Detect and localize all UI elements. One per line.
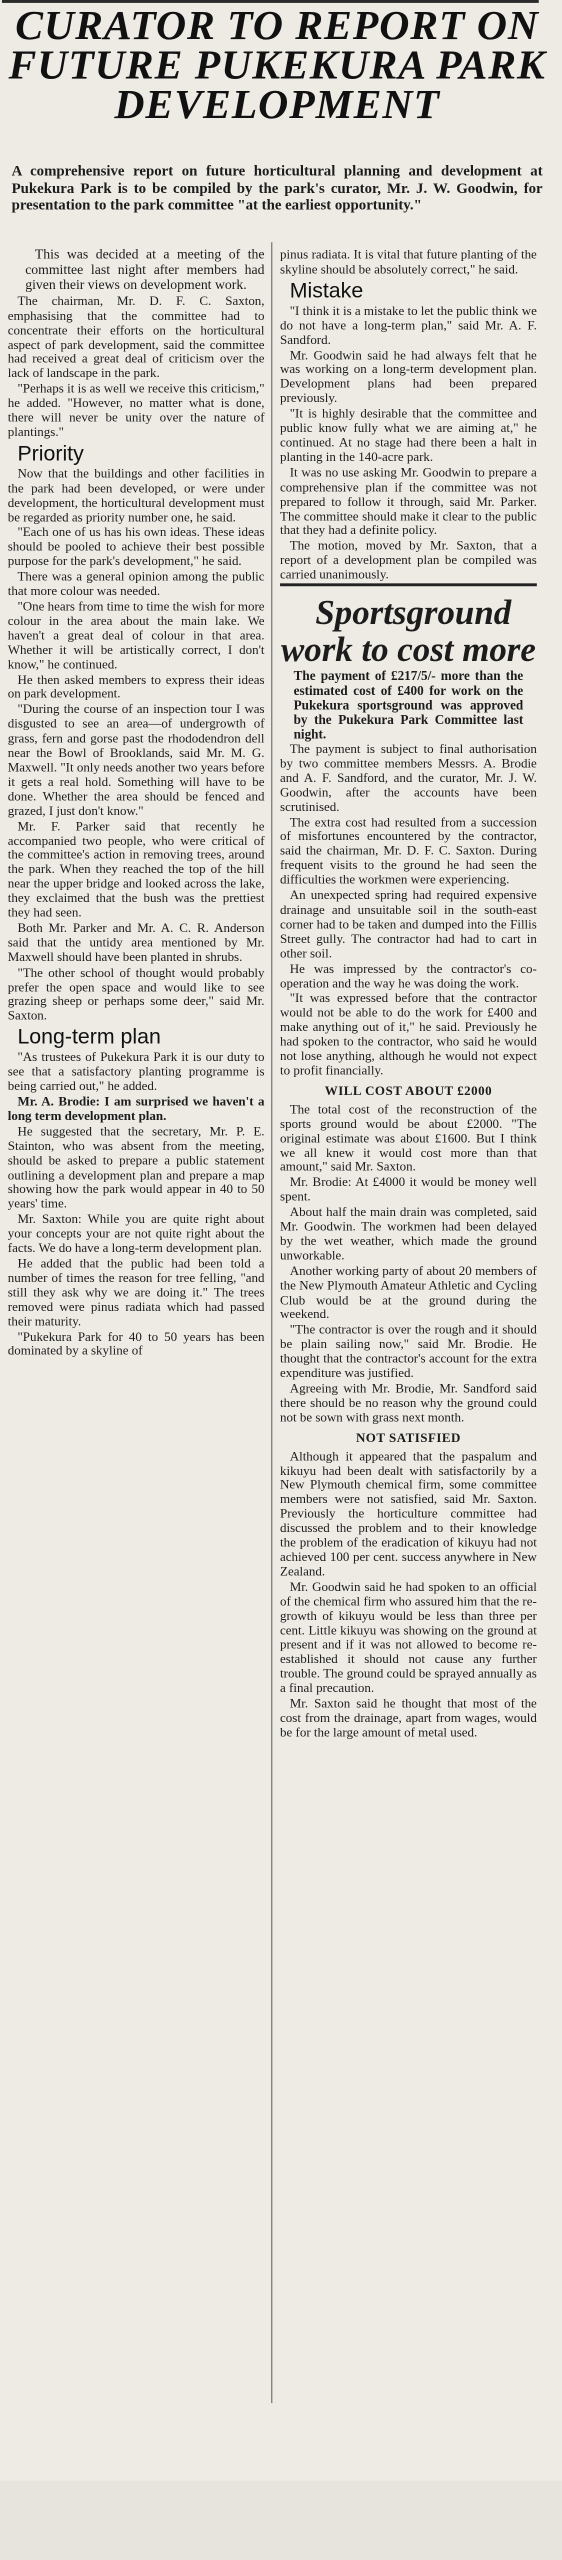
paragraph: Mr. Goodwin said he had spoken to an official of the chemical firm who assured him that the re-growth of kikuyu would be less than three per cent. Little kikuyu was showing on the ground at present and if it was not allowed to become re-established it should not cause any further trouble. The ground could be sprayed annually as a final precaution. [280,1579,537,1695]
sportsground-headline: Sportsground work to cost more [280,583,537,667]
paragraph: "I think it is a mistake to let the public think we do not have a long-term plan," said Mr. A. F. Sandford. [280,303,537,347]
paragraph: "The contractor is over the rough and it should be plain sailing now," said Mr. Brodie. He thought that the contractor's account for the extra expenditure was justified. [280,1322,537,1380]
paragraph: The extra cost had resulted from a succession of misfortunes encountered by the contractor, said the chairman, Mr. D. F. C. Saxton. During frequent visits to the ground he had seen the difficulties the workmen were experiencing. [280,814,537,887]
paragraph: He added that the public had been told a number of times the reason for tree felling, "and still they ask why we are doing it." The trees removed were pinus radiata which had passed their maturity. [7,1255,265,1329]
paragraph: The total cost of the reconstruction of the sports ground would be about £2000. "The original estimate was about £1600. But I think we all knew it would cost more than that amount," said Mr. Saxton. [280,1101,537,1174]
paragraph: Mr. Saxton said he thought that most of the cost from the drainage, apart from wages, would be for the large amount of metal used. [280,1695,537,1740]
column-divider [271,242,272,2403]
paragraph: Another working party of about 20 members of the New Plymouth Amateur Athletic and Cycling Club would be at the ground during the weekend. [280,1263,537,1322]
paragraph: About half the main drain was completed, said Mr. Goodwin. The workmen had been delayed by the wet weather, which made the ground unworkable. [280,1204,537,1263]
paragraph: Agreeing with Mr. Brodie, Mr. Sandford said there should be no reason why the ground could not be sown with grass next month. [280,1380,537,1425]
subheading-not-satisfied: NOT SATISFIED [355,1429,461,1445]
paragraph: Both Mr. Parker and Mr. A. C. R. Anderson said that the untidy area mentioned by Mr. Maxwell should have been planted in shrubs. [7,920,265,964]
paragraph: "During the course of an inspection tour I was disgusted to see an area—of undergrowth of grass, fern and gorse past the rhododendron dell near the Bowl of Brooklands, said Mr. M. G. Maxwell. "It only needs another two years before it gets a real hold. Something will have to be done. Whether the area should be fenced and grazed, I just don't know." [7,701,265,818]
paragraph: Mr. Brodie: At £4000 it would be money well spent. [280,1174,537,1204]
subheading-priority: Priority [17,440,84,465]
paragraph: He suggested that the secretary, Mr. P. E. Stainton, who was absent from the meeting, should be asked to prepare a public statement outlining a development plan and prepare a map showing how the park would appear in 40 to 50 years' time. [7,1123,265,1211]
paragraph: An unexpected spring had required expensive drainage and unsuitable soil in the south-east corner had to be taken and dumped into the Fillis Street gully. The contractor had had to cart in other soil. [280,887,537,961]
paragraph: Mr. Saxton: While you are quite right about your concepts your are not quite right about the facts. We do have a long-term development plan. [7,1211,265,1255]
paragraph: pinus radiata. It is vital that future planting of the skyline should be absolutely correct," he said. [280,247,537,277]
paragraph: "It is highly desirable that the committee and public know fully what we are aiming at," he continued. At no stage had there been a halt in planting in the 140-acre park. [280,406,537,465]
subheading-long-term-plan: Long-term plan [17,1024,161,1049]
paragraph: The motion, moved by Mr. Saxton, that a report of a development plan be compiled was carried unanimously. [280,538,537,582]
article-lede: A comprehensive report on future horticultural planning and development at Pukekura Park is to be compiled by the park's curator, Mr. J. W. Goodwin, for presentation to the park committee "at the earliest opportunity." [11,162,543,214]
paragraph: "It was expressed before that the contractor would not be able to do the work for £400 and make anything out of it," he said. Previously he had spoken to the contractor, who said he would not lose anything, although he would not expect to profit financially. [280,990,537,1078]
paragraph: Mr. A. Brodie: I am surprised we haven't a long term development plan. [7,1094,265,1123]
paragraph: "One hears from time to time the wish for more colour in the area about the main lake. We haven't a great deal of colour in that area. Whether it will be artistically correct, I don't know," he continued. [7,598,265,672]
paragraph: Mr. Goodwin said he had always felt that he was working on a long-term development plan. Development plans had been prepared previously. [280,347,537,406]
paragraph: There was a general opinion among the public that more colour was needed. [7,568,265,598]
main-headline: CURATOR TO REPORT ON FUTURE PUKEKURA PARK DEVELOPMENT [8,2,546,128]
left-column [8,248,265,1360]
paragraph: The payment is subject to final authorisation by two committee members Messrs. A. Brodie and A. F. Sandford, and the curator, Mr. J. W. Goodwin, after the accounts have been scrutinised. [280,741,537,814]
paragraph: Although it appeared that the paspalum and kikuyu had been dealt with satisfactorily by a New Plymouth chemical firm, some committee members were not satisfied, said Mr. Saxton. Previously the horticulture committee had discussed the problem and to their knowledge the problem of the eradication of kikuyu had not achieved 100 per cent. success anywhere in New Zealand. [280,1448,537,1579]
paragraph: "Perhaps it is as well we receive this criticism," he added. "However, no matter what is done, there will never be unity over the nature of plantings." [7,381,265,439]
paragraph: "Each one of us has his own ideas. These ideas should be pooled to achieve their best possible purpose for the park's development," he said. [7,524,265,569]
subheading-mistake: Mistake [289,277,364,303]
paragraph: He was impressed by the contractor's co-operation and the way he was doing the work. [280,960,537,990]
paragraph: "As trustees of Pukekura Park it is our duty to see that a satisfactory planting programme is being carried out," he added. [7,1049,265,1094]
paragraph: This was decided at a meeting of the committee last night after members had given their views on development work. [25,247,265,293]
sportsground-lede: The payment of £217/5/- more than the estimated cost of £400 for work on the Pukekura sportsground was approved by the Pukekura Park Committee last night. [293,668,524,742]
paragraph: It was no use asking Mr. Goodwin to prepare a comprehensive plan if the committee was not prepared to follow it through, said Mr. Parker. The committee should make it clear to the public that they had a definite policy. [280,464,537,538]
paragraph: "Pukekura Park for 40 to 50 years has been dominated by a skyline of [7,1328,265,1358]
paragraph: He then asked members to express their ideas on park development. [7,672,265,702]
paragraph: Mr. F. Parker said that recently he accompanied two people, who were critical of the committee's action in removing trees, around the park. When they reached the top of the hill near the upper bridge and looked across the lake, they exclaimed that the bush was the prettiest they had seen. [7,818,265,920]
paragraph: The chairman, Mr. D. F. C. Saxton, emphasising that the committee had to concentrate their efforts on the horticultural aspect of park development, said the committee had received a great deal of criticism over the lack of landscape in the park. [7,293,265,381]
right-column [280,248,537,1741]
subheading-will-cost: WILL COST ABOUT £2000 [324,1083,493,1098]
paragraph: Now that the buildings and other facilities in the park had been developed, or were under development, the horticultural development must be regarded as priority number one, he said. [7,465,265,524]
paragraph: "The other school of thought would probably prefer the open space and would like to see grazing sheep or perhaps some deer," said Mr. Saxton. [7,964,265,1023]
